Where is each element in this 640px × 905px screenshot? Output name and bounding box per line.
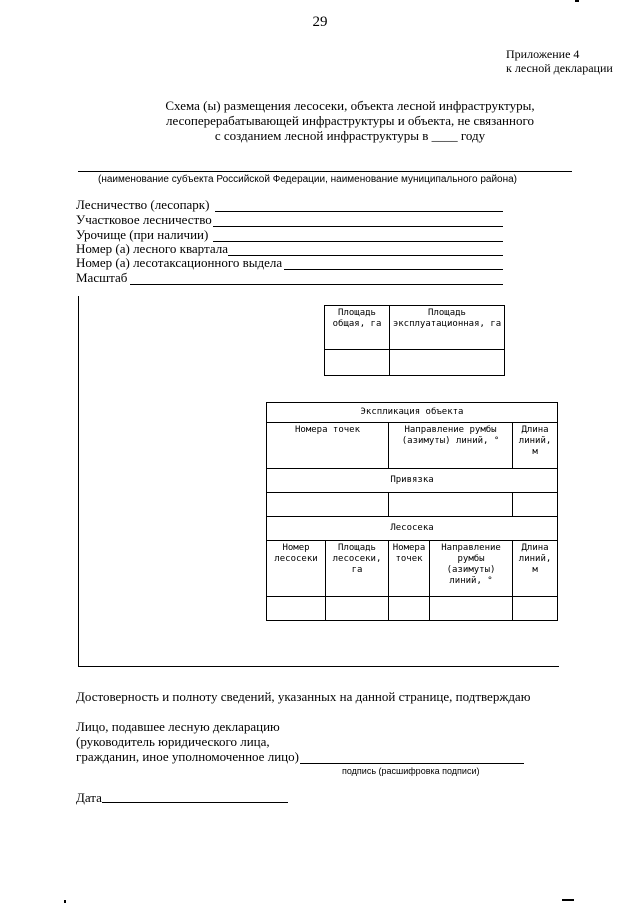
plot-direction-header: Направление румбы (азимуты) линий, ° bbox=[430, 541, 513, 597]
drawing-area-bottom-border bbox=[78, 666, 559, 667]
plot-number-header: Номер лесосеки bbox=[267, 541, 326, 597]
corner-mark-bottom-right bbox=[562, 899, 574, 901]
explication-points-header: Номера точек bbox=[267, 423, 389, 469]
title-line1: Схема (ы) размещения лесосеки, объекта лесной инфраструктуры, bbox=[165, 98, 535, 113]
field-district-forestry: Участковое лесничество bbox=[76, 212, 212, 227]
area-exploit-cell[interactable] bbox=[390, 350, 505, 376]
field-tract: Урочище (при наличии) bbox=[76, 227, 209, 242]
field-tract-line[interactable] bbox=[213, 241, 503, 242]
appendix-line2: к лесной декларации bbox=[506, 61, 613, 75]
area-exploit-header: Площадь эксплуатационная, га bbox=[390, 306, 505, 350]
subject-caption: (наименование субъекта Российской Федерации, наименование муниципального района) bbox=[98, 174, 518, 185]
plot-number-cell[interactable] bbox=[267, 597, 326, 621]
area-table bbox=[324, 305, 505, 376]
corner-mark-bottom-left bbox=[64, 900, 66, 903]
field-scale-line[interactable] bbox=[130, 284, 503, 285]
plot-length-header: Длина линий, м bbox=[513, 541, 558, 597]
plot-header: Лесосека bbox=[267, 517, 558, 541]
area-total-cell[interactable] bbox=[325, 350, 390, 376]
explication-length-header: Длина линий, м bbox=[513, 423, 558, 469]
signer-line1: Лицо, подавшее лесную декларацию bbox=[76, 719, 280, 734]
explication-direction-header: Направление румбы (азимуты) линий, ° bbox=[389, 423, 513, 469]
plot-points-header: Номера точек bbox=[389, 541, 430, 597]
drawing-area-left-border bbox=[78, 296, 79, 666]
plot-length-cell[interactable] bbox=[513, 597, 558, 621]
appendix-line1: Приложение 4 bbox=[506, 47, 580, 61]
field-quarter-number: Номер (а) лесного квартала bbox=[76, 241, 228, 256]
field-allotment-number-line[interactable] bbox=[284, 269, 503, 270]
signature-caption: подпись (расшифровка подписи) bbox=[342, 766, 480, 776]
field-district-forestry-line[interactable] bbox=[213, 226, 503, 227]
field-scale: Масштаб bbox=[76, 270, 128, 285]
date-line[interactable] bbox=[102, 802, 288, 803]
plot-points-cell[interactable] bbox=[389, 597, 430, 621]
field-forestry-line[interactable] bbox=[215, 211, 503, 212]
title-line3: с созданием лесной инфраструктуры в ____ году bbox=[214, 128, 486, 143]
appendix-header bbox=[506, 47, 613, 75]
plot-area-cell[interactable] bbox=[326, 597, 389, 621]
title-line2: лесоперерабатывающей инфраструктуры и объекта, не связанного bbox=[166, 113, 534, 128]
signature-line[interactable] bbox=[300, 763, 524, 764]
explication-table bbox=[266, 402, 558, 621]
signer-line3: гражданин, иное уполномоченное лицо) bbox=[76, 749, 299, 764]
plot-area-header: Площадь лесосеки, га bbox=[326, 541, 389, 597]
explication-title: Экспликация объекта bbox=[267, 403, 558, 423]
area-total-header: Площадь общая, га bbox=[325, 306, 390, 350]
binding-header: Привязка bbox=[267, 469, 558, 493]
page-number: 29 bbox=[312, 14, 328, 30]
binding-length-cell[interactable] bbox=[513, 493, 558, 517]
signer-block bbox=[76, 719, 299, 764]
field-allotment-number: Номер (а) лесотаксационного выдела bbox=[76, 255, 283, 270]
plot-direction-cell[interactable] bbox=[430, 597, 513, 621]
field-forestry: Лесничество (лесопарк) bbox=[76, 197, 210, 212]
signer-line2: (руководитель юридического лица, bbox=[76, 734, 270, 749]
subject-underline bbox=[78, 171, 572, 172]
confirmation-text: Достоверность и полноту сведений, указанных на данной странице, подтверждаю bbox=[76, 689, 531, 704]
document-title bbox=[120, 98, 580, 143]
date-label: Дата bbox=[76, 790, 102, 805]
corner-mark-top bbox=[575, 0, 579, 2]
binding-direction-cell[interactable] bbox=[389, 493, 513, 517]
binding-points-cell[interactable] bbox=[267, 493, 389, 517]
